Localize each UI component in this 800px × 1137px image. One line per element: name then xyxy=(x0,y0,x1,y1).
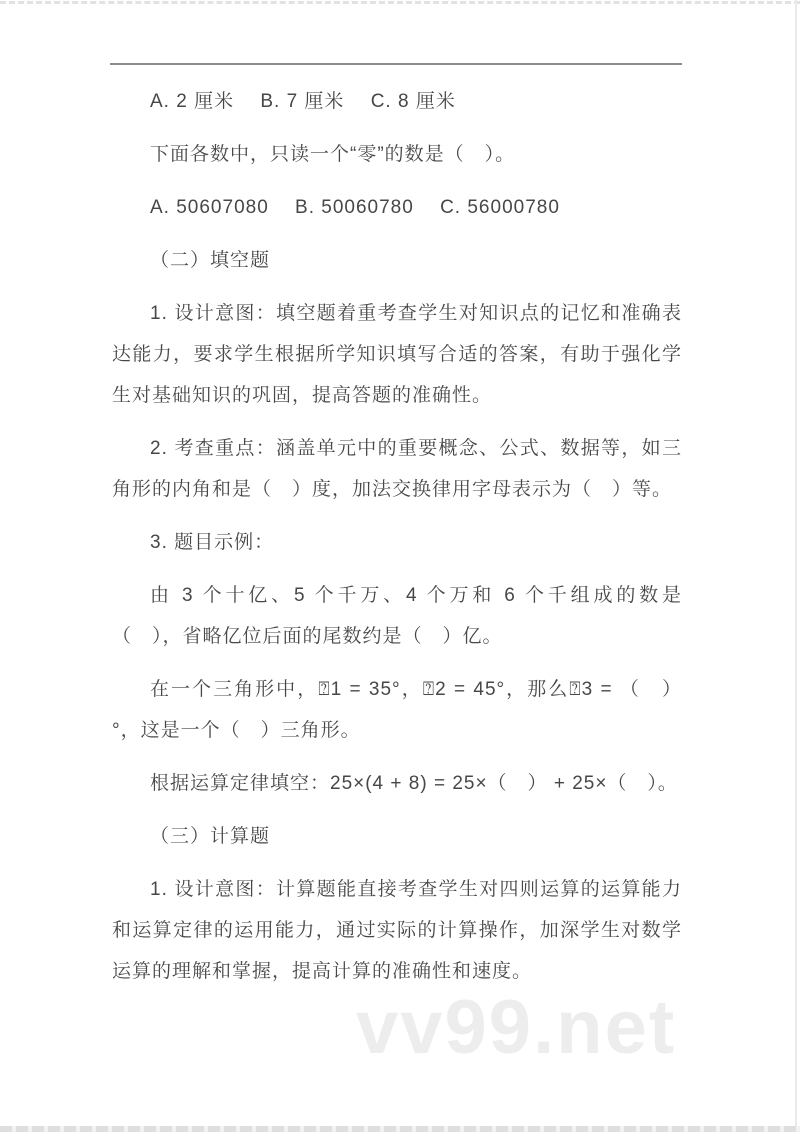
para-calculation-design-intent: 1. 设计意图：计算题能直接考查学生对四则运算的运算能力和运算定律的运用能力，通过实际的计算操作，加深学生对数学运算的理解和掌握，提高计算的准确性和速度。 xyxy=(112,879,682,982)
choice-options-numbers: A. 50607080 B. 50060780 C. 56000780 xyxy=(150,197,560,218)
choice-options-length: A. 2 厘米 B. 7 厘米 C. 8 厘米 xyxy=(150,91,456,112)
para-fill-blank-example-label: 3. 题目示例： xyxy=(150,532,275,553)
para-fill-blank-design-intent: 1. 设计意图：填空题着重考查学生对知识点的记忆和准确表达能力，要求学生根据所学知识填写合适的答案，有助于强化学生对基础知识的巩固，提高答题的准确性。 xyxy=(112,303,682,406)
para-example-triangle-angles: 在一个三角形中，⍰1 = 35°，⍰2 = 45°，那么⍰3 = （ ）°，这是一个（ ）三角形。 xyxy=(112,679,682,741)
para-example-operation-law: 根据运算定律填空：25×(4 + 8) = 25×（ ） + 25×（ ）。 xyxy=(150,773,678,794)
section-heading-fill-blank: （二）填空题 xyxy=(150,250,271,271)
section-heading-calculation: （三）计算题 xyxy=(150,826,271,847)
site-watermark: vv99.net xyxy=(356,985,677,1070)
bottom-page-edge-divider xyxy=(0,1126,800,1132)
document-body xyxy=(112,81,682,1004)
top-page-edge-divider xyxy=(0,1,800,4)
para-example-number-composition: 由 3 个十亿、5 个千万、4 个万和 6 个千组成的数是（ ），省略亿位后面的尾数约是（ ）亿。 xyxy=(112,585,682,647)
para-fill-blank-key-points: 2. 考查重点：涵盖单元中的重要概念、公式、数据等，如三角形的内角和是（ ）度，加法交换律用字母表示为（ ）等。 xyxy=(112,438,682,500)
right-page-edge-line xyxy=(795,0,797,1131)
question-read-one-zero: 下面各数中，只读一个“零”的数是（ ）。 xyxy=(150,144,516,165)
header-horizontal-rule xyxy=(110,63,682,65)
